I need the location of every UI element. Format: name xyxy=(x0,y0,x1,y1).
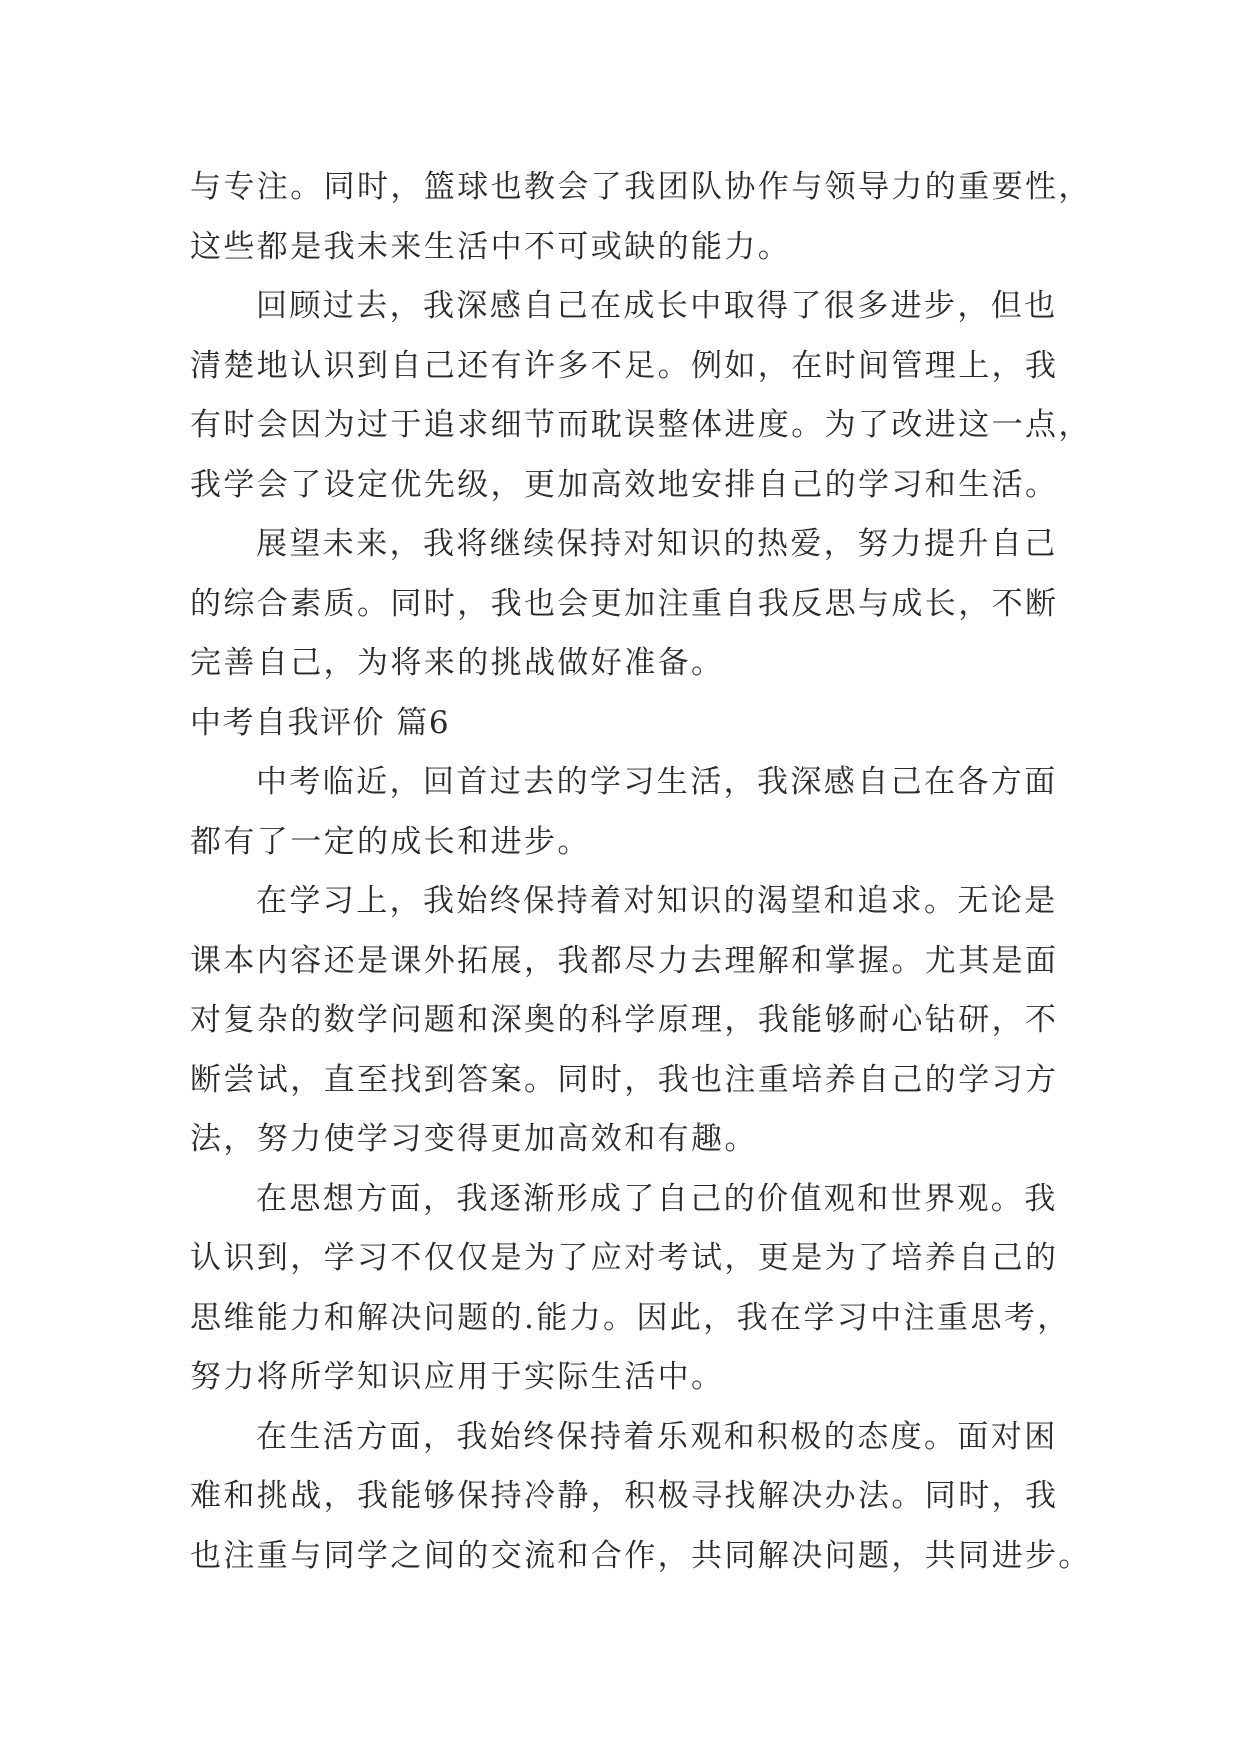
paragraph-start-line: 展望未来，我将继续保持对知识的热爱，努力提升自己 xyxy=(256,526,1058,562)
text-line: 的综合素质。同时，我也会更加注重自我反思与成长，不断 xyxy=(190,585,1059,622)
text-line: 都有了一定的成长和进步。 xyxy=(190,823,591,860)
section-heading: 中考自我评价 篇6 xyxy=(190,704,451,741)
text-line: 断尝试，直至找到答案。同时，我也注重培养自己的学习方 xyxy=(190,1061,1059,1098)
text-line: 有时会因为过于追求细节而耽误整体进度。为了改进这一点， xyxy=(190,407,1092,443)
paragraph-start-line: 在思想方面，我逐渐形成了自己的价值观和世界观。我 xyxy=(256,1180,1058,1217)
text-line: 这些都是我未来生活中不可或缺的能力。 xyxy=(190,228,792,265)
text-line: 思维能力和解决问题的.能力。因此，我在学习中注重思考， xyxy=(190,1299,1071,1336)
text-line: 我学会了设定优先级，更加高效地安排自己的学习和生活。 xyxy=(190,466,1059,503)
text-line: 认识到，学习不仅仅是为了应对考试，更是为了培养自己的 xyxy=(190,1240,1059,1276)
text-line: 努力将所学知识应用于实际生活中。 xyxy=(190,1359,725,1395)
text-line: 法，努力使学习变得更加高效和有趣。 xyxy=(190,1121,758,1157)
paragraph-start-line: 中考临近，回首过去的学习生活，我深感自己在各方面 xyxy=(256,764,1058,800)
text-line: 课本内容还是课外拓展，我都尽力去理解和掌握。尤其是面 xyxy=(190,942,1059,979)
text-line: 清楚地认识到自己还有许多不足。例如，在时间管理上，我 xyxy=(190,347,1059,384)
paragraph-start-line: 回顾过去，我深感自己在成长中取得了很多进步，但也 xyxy=(256,288,1058,324)
text-line: 与专注。同时，篮球也教会了我团队协作与领导力的重要性， xyxy=(190,169,1092,205)
text-line: 对复杂的数学问题和深奥的科学原理，我能够耐心钻研，不 xyxy=(190,1002,1059,1038)
document-body xyxy=(190,158,1092,1586)
paragraph-start-line: 在生活方面，我始终保持着乐观和积极的态度。面对困 xyxy=(256,1418,1058,1455)
text-line: 也注重与同学之间的交流和合作，共同解决问题，共同进步。 xyxy=(190,1537,1092,1574)
paragraph-start-line: 在学习上，我始终保持着对知识的渴望和追求。无论是 xyxy=(256,883,1058,919)
text-line: 完善自己，为将来的挑战做好准备。 xyxy=(190,645,725,681)
text-line: 难和挑战，我能够保持冷静，积极寻找解决办法。同时，我 xyxy=(190,1478,1059,1514)
